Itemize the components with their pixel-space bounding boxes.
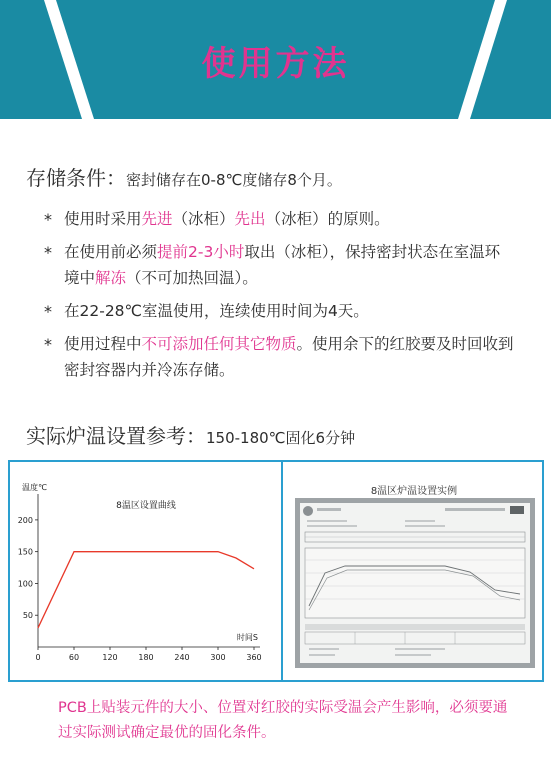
temperature-profile-chart <box>10 462 282 680</box>
usage-rule-item <box>44 239 514 291</box>
rule-text: 取出（冰柜），保持密封状态在室温环境中 <box>64 243 501 287</box>
x-tick-label: 180 <box>138 653 154 662</box>
rule-text: 使用过程中 <box>64 335 142 353</box>
note-text: PCB上贴装元件的大小、位置对红胶的实际受温会产生影响，必须要通过实际测试确定最优的固化条件。 <box>58 700 508 741</box>
storage-condition <box>26 162 342 191</box>
bullet-star: * <box>44 210 52 229</box>
usage-rule-item <box>44 331 514 383</box>
oven-setting-photo <box>295 498 535 668</box>
usage-rule-item <box>44 206 514 232</box>
highlight-text: 不可添加任何其它物质 <box>141 335 297 353</box>
highlight-text: 先进 <box>141 210 173 228</box>
rule-text: （冰柜）的原则。 <box>265 210 390 228</box>
y-axis-label: 温度℃ <box>22 483 47 492</box>
oven-text: 150-180℃固化6分钟 <box>206 429 356 447</box>
highlight-text: 先出 <box>234 210 266 228</box>
x-tick-label: 0 <box>35 653 41 662</box>
highlight-text: 提前2-3小时 <box>157 243 245 261</box>
x-tick-label: 240 <box>174 653 190 662</box>
bullet-star: * <box>44 243 52 262</box>
y-tick-label: 150 <box>17 547 33 557</box>
bullet-star: * <box>44 335 52 354</box>
rule-text: 在使用前必须 <box>64 243 158 261</box>
storage-label: 存储条件： <box>26 166 126 190</box>
page-title: 使用方法 <box>201 44 350 84</box>
rule-text: （冰柜） <box>172 210 235 228</box>
oven-label: 实际炉温设置参考： <box>26 424 206 448</box>
x-tick-label: 360 <box>246 653 262 662</box>
bullet-star: * <box>44 302 52 321</box>
figure-panel <box>8 460 544 682</box>
rule-text: 。使用余下的红胶要及时回收到密封容器内并冷冻存储。 <box>64 335 514 379</box>
y-tick-label: 100 <box>17 579 33 589</box>
rule-text: 使用时采用 <box>64 210 142 228</box>
y-tick-label: 50 <box>22 611 33 621</box>
y-tick-label: 200 <box>17 515 33 525</box>
x-tick-label: 300 <box>210 653 226 662</box>
photo-title: 8温区炉温设置实例 <box>370 486 458 497</box>
temperature-series-line <box>38 552 254 628</box>
x-axis-label: 时间S <box>236 633 258 642</box>
x-tick-label: 60 <box>68 653 80 662</box>
rule-text: （不可加热回温）。 <box>126 269 258 287</box>
chart-title: 8温区设置曲线 <box>116 501 176 511</box>
highlight-text: 解冻 <box>95 269 127 287</box>
oven-setting <box>26 420 355 449</box>
rule-text: 在22-28℃室温使用，连续使用时间为4天。 <box>64 302 369 320</box>
usage-rule-item <box>44 298 514 324</box>
x-tick-label: 120 <box>102 653 118 662</box>
storage-text: 密封储存在0-8℃度储存8个月。 <box>126 171 342 189</box>
usage-rules-list <box>44 206 514 390</box>
